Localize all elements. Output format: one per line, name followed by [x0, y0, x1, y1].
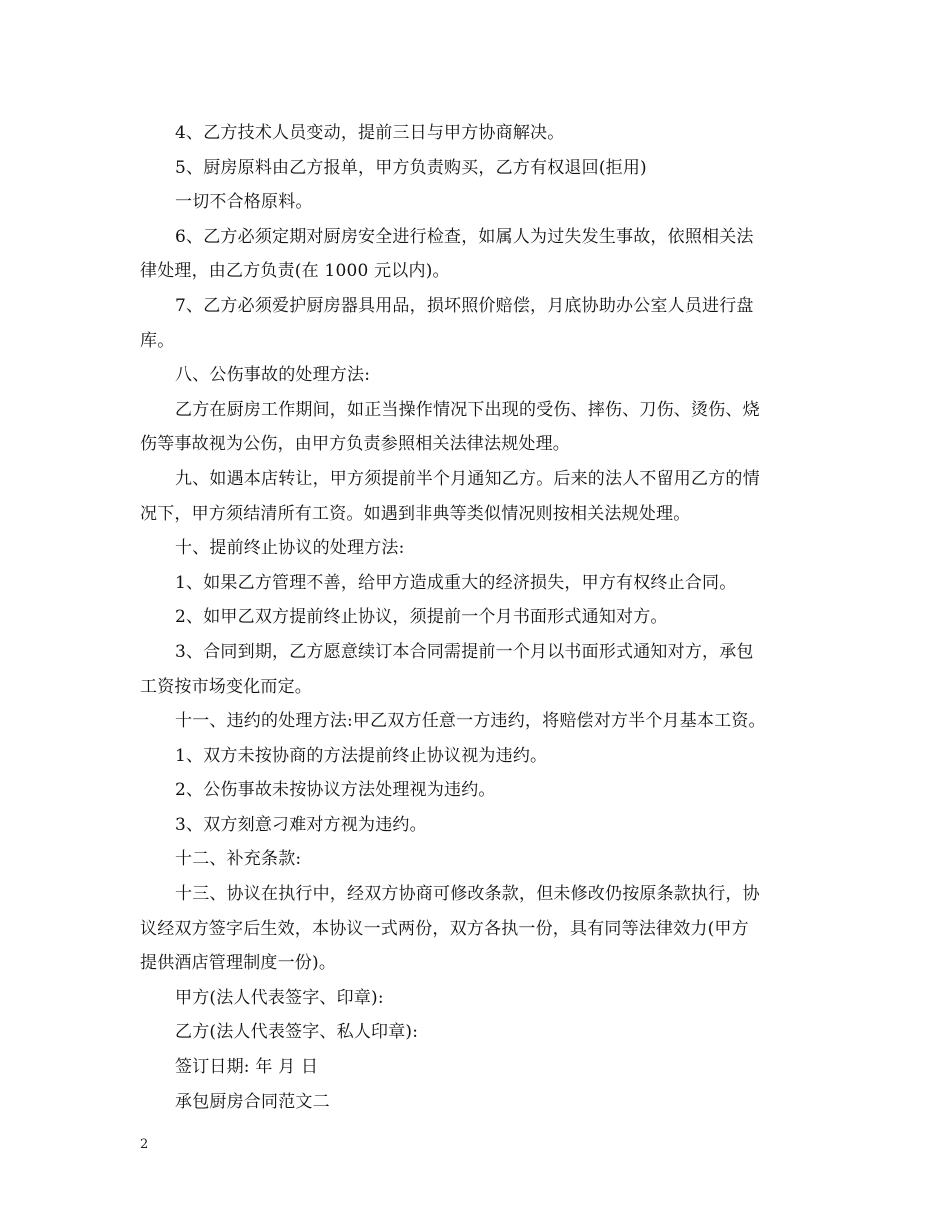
document-line: 1、双方未按协商的方法提前终止协议视为违约。 [175, 745, 548, 766]
document-line: 6、乙方必须定期对厨房安全进行检查，如属人为过失发生事故，依照相关法 [175, 226, 754, 247]
document-line: 乙方在厨房工作期间，如正当操作情况下出现的受伤、摔伤、刀伤、烫伤、烧 [175, 399, 760, 420]
document-line: 3、合同到期，乙方愿意续订本合同需提前一个月以书面形式通知对方，承包 [175, 641, 754, 662]
document-line: 3、双方刻意刁难对方视为违约。 [175, 814, 427, 835]
document-line: 乙方(法人代表签字、私人印章): [175, 1022, 419, 1043]
page-number: 2 [140, 1137, 149, 1152]
document-body [140, 116, 840, 1119]
document-line: 十三、协议在执行中，经双方协商可修改条款，但未修改仍按原条款执行，协 [175, 884, 760, 905]
document-line: 律处理，由乙方负责(在 1000 元以内)。 [140, 261, 450, 282]
document-line: 伤等事故视为公伤，由甲方负责参照相关法律法规处理。 [140, 434, 570, 455]
document-line: 十二、补充条款: [175, 849, 302, 870]
document-line: 十、提前终止协议的处理方法: [175, 538, 405, 559]
document-line: 甲方(法人代表签字、印章): [175, 987, 384, 1008]
document-line: 一切不合格原料。 [175, 192, 313, 213]
document-line: 5、厨房原料由乙方报单，甲方负责购买，乙方有权退回(拒用) [175, 157, 647, 178]
document-line: 2、如甲乙双方提前终止协议，须提前一个月书面形式通知对方。 [175, 607, 668, 628]
document-line: 2、公伤事故未按协议方法处理视为违约。 [175, 780, 496, 801]
document-line: 7、乙方必须爱护厨房器具用品，损坏照价赔偿，月底协助办公室人员进行盘 [175, 295, 754, 316]
document-line: 十一、违约的处理方法:甲乙双方任意一方违约，将赔偿对方半个月基本工资。 [175, 711, 766, 732]
document-line: 1、如果乙方管理不善，给甲方造成重大的经济损失，甲方有权终止合同。 [175, 572, 737, 593]
document-line: 签订日期: 年 月 日 [175, 1057, 319, 1078]
document-line: 提供酒店管理制度一份)。 [140, 953, 337, 974]
document-line: 九、如遇本店转让，甲方须提前半个月通知乙方。后来的法人不留用乙方的情 [175, 468, 760, 489]
document-line: 议经双方签字后生效，本协议一式两份，双方各执一份，具有同等法律效力(甲方 [140, 918, 749, 939]
document-line: 承包厨房合同范文二 [175, 1091, 330, 1112]
document-line: 工资按市场变化而定。 [140, 676, 312, 697]
document-line: 库。 [140, 330, 175, 351]
document-line: 4、乙方技术人员变动，提前三日与甲方协商解决。 [175, 123, 565, 143]
document-line: 况下，甲方须结清所有工资。如遇到非典等类似情况则按相关法规处理。 [140, 503, 691, 524]
document-line: 八、公伤事故的处理方法: [175, 365, 371, 386]
